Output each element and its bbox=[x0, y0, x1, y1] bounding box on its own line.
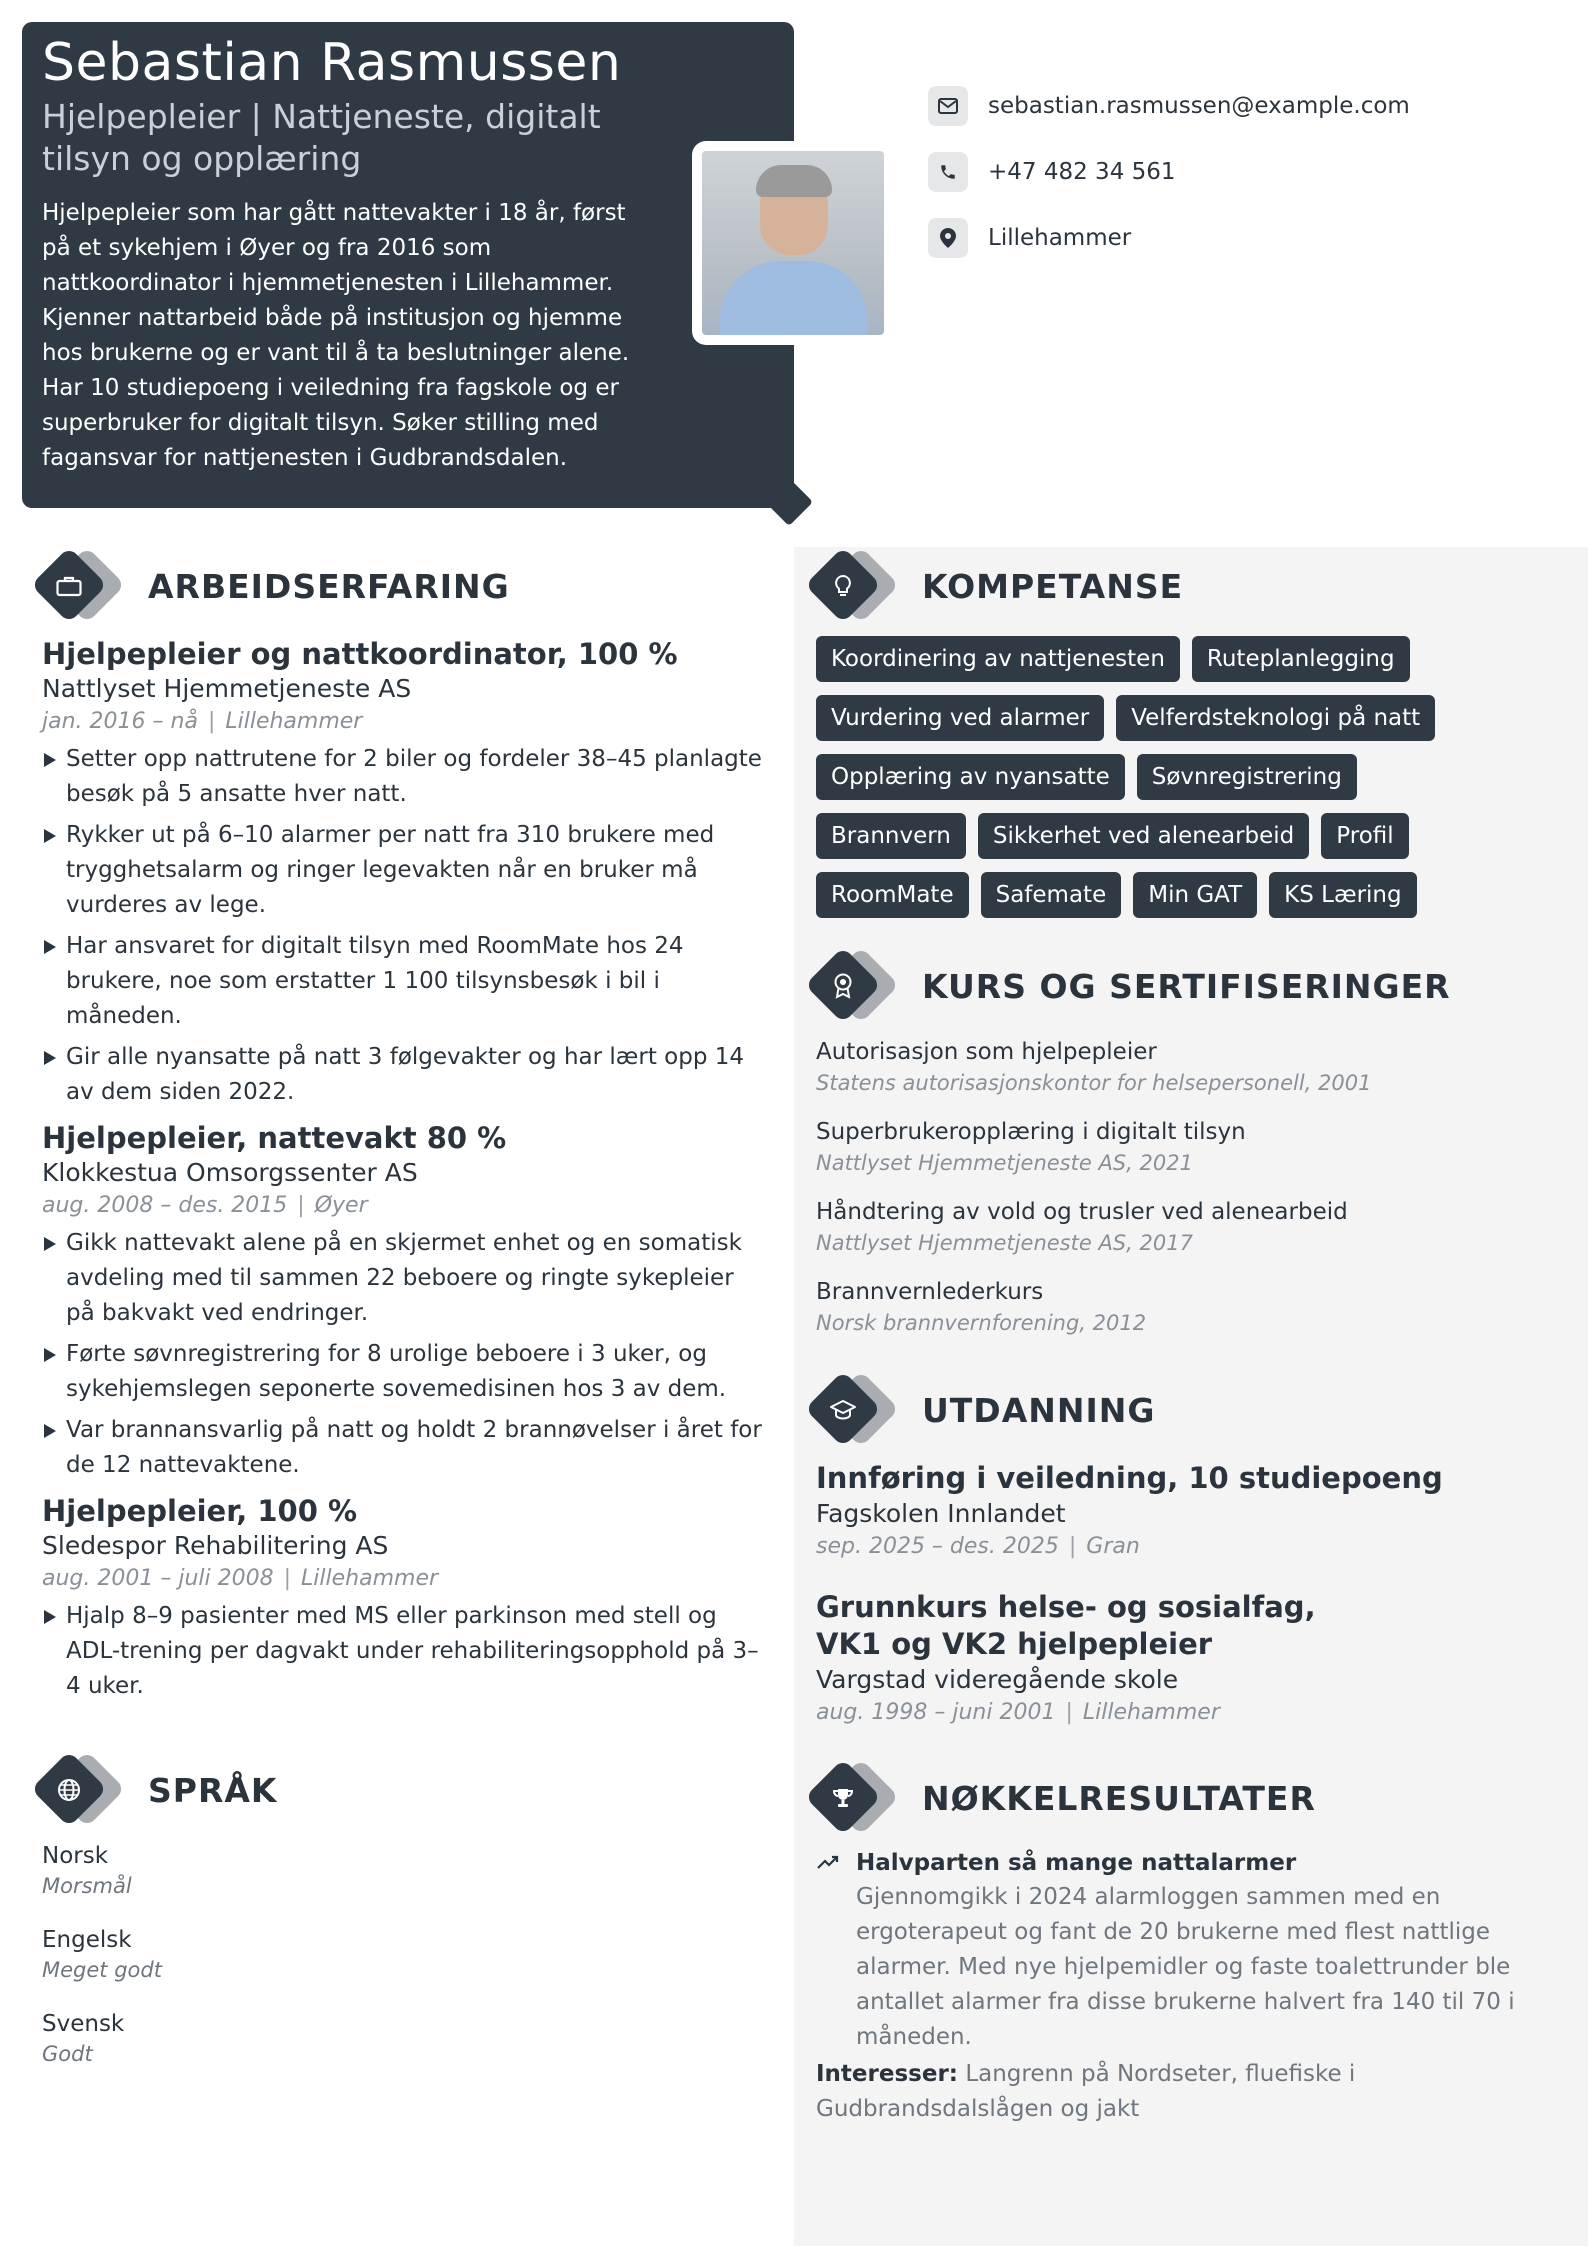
interests-text: Langrenn på Nordseter, fluefiske i Gudbrandsdalslågen og jakt bbox=[816, 2061, 1356, 2122]
education-school: Vargstad videregående skole bbox=[816, 1665, 1179, 1694]
list-item: Førte søvnregistrering for 8 urolige beboere i 3 uker, og sykehjemslegen seponerte sovemedisinen hos 3 av dem. bbox=[42, 1337, 762, 1407]
language-name: Norsk bbox=[42, 1843, 109, 1869]
job-bullets bbox=[42, 1599, 762, 1704]
result-description: Gjennomgikk i 2024 alarmloggen sammen med en ergoterapeut og fant de 20 brukerne med flest nattlige alarmer. Med nye hjelpemidler og faste toalettrunder ble antallet alarmer fra disse brukerne halvert fra 140 til 70 i måneden. bbox=[856, 1884, 1515, 2050]
location-pin-icon bbox=[928, 218, 968, 258]
certification-name: Håndtering av vold og trusler ved alenearbeid bbox=[816, 1199, 1348, 1225]
section-title-experience: ARBEIDSERFARING bbox=[148, 566, 510, 606]
header-card bbox=[22, 22, 794, 508]
section-header-certifications bbox=[806, 948, 1451, 1024]
skill-tag: KS Læring bbox=[1269, 872, 1416, 918]
section-header-experience bbox=[32, 548, 510, 624]
section-header-results bbox=[806, 1760, 1316, 1836]
section-badge bbox=[806, 948, 898, 1024]
section-header-skills bbox=[806, 548, 1183, 624]
job-period: jan. 2016 – nå bbox=[42, 709, 198, 734]
job-place: Lillehammer bbox=[225, 709, 363, 734]
section-badge bbox=[806, 548, 898, 624]
education-period: aug. 1998 – juni 2001 bbox=[816, 1700, 1056, 1725]
certification-issuer: Nattlyset Hjemmetjeneste AS, 2021 bbox=[816, 1151, 1193, 1175]
job-employer: Nattlyset Hjemmetjeneste AS bbox=[42, 674, 412, 703]
list-item: Hjalp 8–9 pasienter med MS eller parkinson med stell og ADL-trening per dagvakt under rehabiliteringsopphold på 3–4 uker. bbox=[42, 1599, 762, 1704]
profile-summary: Hjelpepleier som har gått nattevakter i 18 år, først på et sykehjem i Øyer og fra 2016 som nattkoordinator i hjemmetjenesten i Lillehammer. Kjenner nattarbeid både på institusjon og hjemme hos brukerne og er vant til å ta beslutninger alene. Har 10 studiepoeng i veiledning fra fagskole og er superbruker for digitalt tilsyn. Søker stilling med fagansvar for nattjenesten i Gudbrandsdalen. bbox=[42, 200, 630, 471]
list-item bbox=[42, 1840, 762, 1900]
job-title: Hjelpepleier, nattevakt 80 % bbox=[42, 1121, 507, 1155]
contact-phone[interactable] bbox=[928, 152, 1410, 192]
skill-tag: Profil bbox=[1321, 813, 1408, 859]
section-badge bbox=[806, 1760, 898, 1836]
list-item bbox=[816, 1846, 1516, 2055]
education-place: Gran bbox=[1086, 1534, 1140, 1559]
skill-tag: RoomMate bbox=[816, 872, 969, 918]
list-item: Gikk nattevakt alene på en skjermet enhet og en somatisk avdeling med til sammen 22 beboere og ringte sykepleier på bakvakt ved endringer. bbox=[42, 1226, 762, 1331]
education-meta: sep. 2025 – des. 2025 | Gran bbox=[816, 1534, 1140, 1559]
section-title-education: UTDANNING bbox=[922, 1390, 1156, 1430]
skills-tags bbox=[816, 636, 1516, 918]
trophy-icon bbox=[825, 1780, 861, 1816]
certification-name: Autorisasjon som hjelpepleier bbox=[816, 1039, 1157, 1065]
award-icon bbox=[825, 968, 861, 1004]
skill-tag: Safemate bbox=[981, 872, 1122, 918]
lightbulb-icon bbox=[825, 568, 861, 604]
job-period: aug. 2008 – des. 2015 bbox=[42, 1193, 288, 1218]
briefcase-icon bbox=[51, 568, 87, 604]
section-title-languages: SPRÅK bbox=[148, 1770, 278, 1810]
contact-location bbox=[928, 218, 1410, 258]
job-employer: Klokkestua Omsorgssenter AS bbox=[42, 1158, 418, 1187]
list-item bbox=[816, 1460, 1516, 1563]
education-title: Grunnkurs helse- og sosialfag, VK1 og VK2 hjelpepleier bbox=[816, 1590, 1316, 1661]
section-header-education bbox=[806, 1372, 1155, 1448]
skill-tag: Sikkerhet ved alenearbeid bbox=[978, 813, 1309, 859]
certifications-list bbox=[816, 1036, 1516, 1356]
list-item bbox=[816, 1196, 1516, 1258]
list-item bbox=[816, 1589, 1516, 1729]
list-item: Har ansvaret for digitalt tilsyn med RoomMate hos 24 brukere, noe som erstatter 1 100 tilsynsbesøk i bil i måneden. bbox=[42, 929, 762, 1034]
trending-up-icon bbox=[816, 1855, 842, 1871]
certification-name: Brannvernlederkurs bbox=[816, 1279, 1044, 1305]
candidate-name: Sebastian Rasmussen bbox=[42, 33, 622, 93]
candidate-title: Hjelpepleier | Nattjeneste, digitalt tilsyn og opplæring bbox=[42, 97, 601, 178]
location-text: Lillehammer bbox=[988, 225, 1132, 251]
job-place: Lillehammer bbox=[301, 1566, 439, 1591]
interests-label: Interesser: bbox=[816, 2061, 958, 2087]
section-badge bbox=[32, 1752, 124, 1828]
skill-tag: Brannvern bbox=[816, 813, 966, 859]
education-list bbox=[816, 1460, 1516, 1755]
education-meta: aug. 1998 – juni 2001 | Lillehammer bbox=[816, 1700, 1220, 1725]
section-header-languages bbox=[32, 1752, 277, 1828]
result-title: Halvparten så mange nattalarmer bbox=[856, 1850, 1297, 1876]
globe-icon bbox=[51, 1772, 87, 1808]
results-list bbox=[816, 1846, 1516, 2127]
certification-name: Superbrukeropplæring i digitalt tilsyn bbox=[816, 1119, 1246, 1145]
language-level: Godt bbox=[42, 2042, 93, 2066]
skill-tag: Min GAT bbox=[1133, 872, 1257, 918]
experience-entry bbox=[42, 1493, 762, 1704]
graduation-cap-icon bbox=[825, 1392, 861, 1428]
job-bullets bbox=[42, 742, 762, 1110]
section-title-certifications: KURS OG SERTIFISERINGER bbox=[922, 966, 1451, 1006]
language-level: Meget godt bbox=[42, 1958, 162, 1982]
job-bullets bbox=[42, 1226, 762, 1483]
job-meta: aug. 2001 – juli 2008 | Lillehammer bbox=[42, 1566, 439, 1591]
phone-icon bbox=[928, 152, 968, 192]
certification-issuer: Statens autorisasjonskontor for helsepersonell, 2001 bbox=[816, 1071, 1372, 1095]
email-text: sebastian.rasmussen@example.com bbox=[988, 93, 1410, 119]
contact-email[interactable] bbox=[928, 86, 1410, 126]
education-place: Lillehammer bbox=[1082, 1700, 1220, 1725]
section-title-results: NØKKELRESULTATER bbox=[922, 1778, 1316, 1818]
contact-list bbox=[928, 86, 1410, 284]
list-item: Setter opp nattrutene for 2 biler og fordeler 38–45 planlagte besøk på 5 ansatte hver natt. bbox=[42, 742, 762, 812]
language-level: Morsmål bbox=[42, 1874, 132, 1898]
job-meta: jan. 2016 – nå | Lillehammer bbox=[42, 709, 363, 734]
interests bbox=[816, 2057, 1516, 2127]
skill-tag: Velferdsteknologi på natt bbox=[1116, 695, 1435, 741]
section-title-skills: KOMPETANSE bbox=[922, 566, 1184, 606]
skill-tag: Søvnregistrering bbox=[1137, 754, 1357, 800]
mail-icon bbox=[928, 86, 968, 126]
job-title: Hjelpepleier, 100 % bbox=[42, 1494, 358, 1528]
list-item bbox=[42, 2008, 762, 2068]
result-title-row bbox=[816, 1846, 1516, 1880]
languages-list bbox=[42, 1840, 762, 2092]
section-badge bbox=[806, 1372, 898, 1448]
list-item bbox=[816, 1036, 1516, 1098]
section-badge bbox=[32, 548, 124, 624]
experience-entry bbox=[42, 1120, 762, 1483]
skill-tag: Opplæring av nyansatte bbox=[816, 754, 1125, 800]
job-meta: aug. 2008 – des. 2015 | Øyer bbox=[42, 1193, 368, 1218]
education-period: sep. 2025 – des. 2025 bbox=[816, 1534, 1059, 1559]
experience-list bbox=[42, 636, 762, 1710]
profile-photo bbox=[692, 141, 894, 345]
language-name: Engelsk bbox=[42, 1927, 132, 1953]
job-employer: Sledespor Rehabilitering AS bbox=[42, 1531, 389, 1560]
experience-entry bbox=[42, 636, 762, 1110]
job-title: Hjelpepleier og nattkoordinator, 100 % bbox=[42, 637, 678, 671]
language-name: Svensk bbox=[42, 2011, 125, 2037]
job-period: aug. 2001 – juli 2008 bbox=[42, 1566, 274, 1591]
certification-issuer: Nattlyset Hjemmetjeneste AS, 2017 bbox=[816, 1231, 1193, 1255]
list-item bbox=[816, 1116, 1516, 1178]
list-item: Rykker ut på 6–10 alarmer per natt fra 310 brukere med trygghetsalarm og ringer legevakten når en bruker må vurderes av lege. bbox=[42, 818, 762, 923]
list-item bbox=[816, 1276, 1516, 1338]
portrait-image bbox=[702, 151, 884, 335]
skill-tag: Vurdering ved alarmer bbox=[816, 695, 1104, 741]
skill-tag: Koordinering av nattjenesten bbox=[816, 636, 1180, 682]
certification-issuer: Norsk brannvernforening, 2012 bbox=[816, 1311, 1147, 1335]
job-place: Øyer bbox=[314, 1193, 368, 1218]
education-school: Fagskolen Innlandet bbox=[816, 1499, 1066, 1528]
list-item: Gir alle nyansatte på natt 3 følgevakter og har lært opp 14 av dem siden 2022. bbox=[42, 1040, 762, 1110]
phone-text: +47 482 34 561 bbox=[988, 159, 1176, 185]
list-item bbox=[42, 1924, 762, 1984]
skill-tag: Ruteplanlegging bbox=[1192, 636, 1410, 682]
education-title: Innføring i veiledning, 10 studiepoeng bbox=[816, 1461, 1443, 1495]
list-item: Var brannansvarlig på natt og holdt 2 brannøvelser i året for de 12 nattevaktene. bbox=[42, 1413, 762, 1483]
